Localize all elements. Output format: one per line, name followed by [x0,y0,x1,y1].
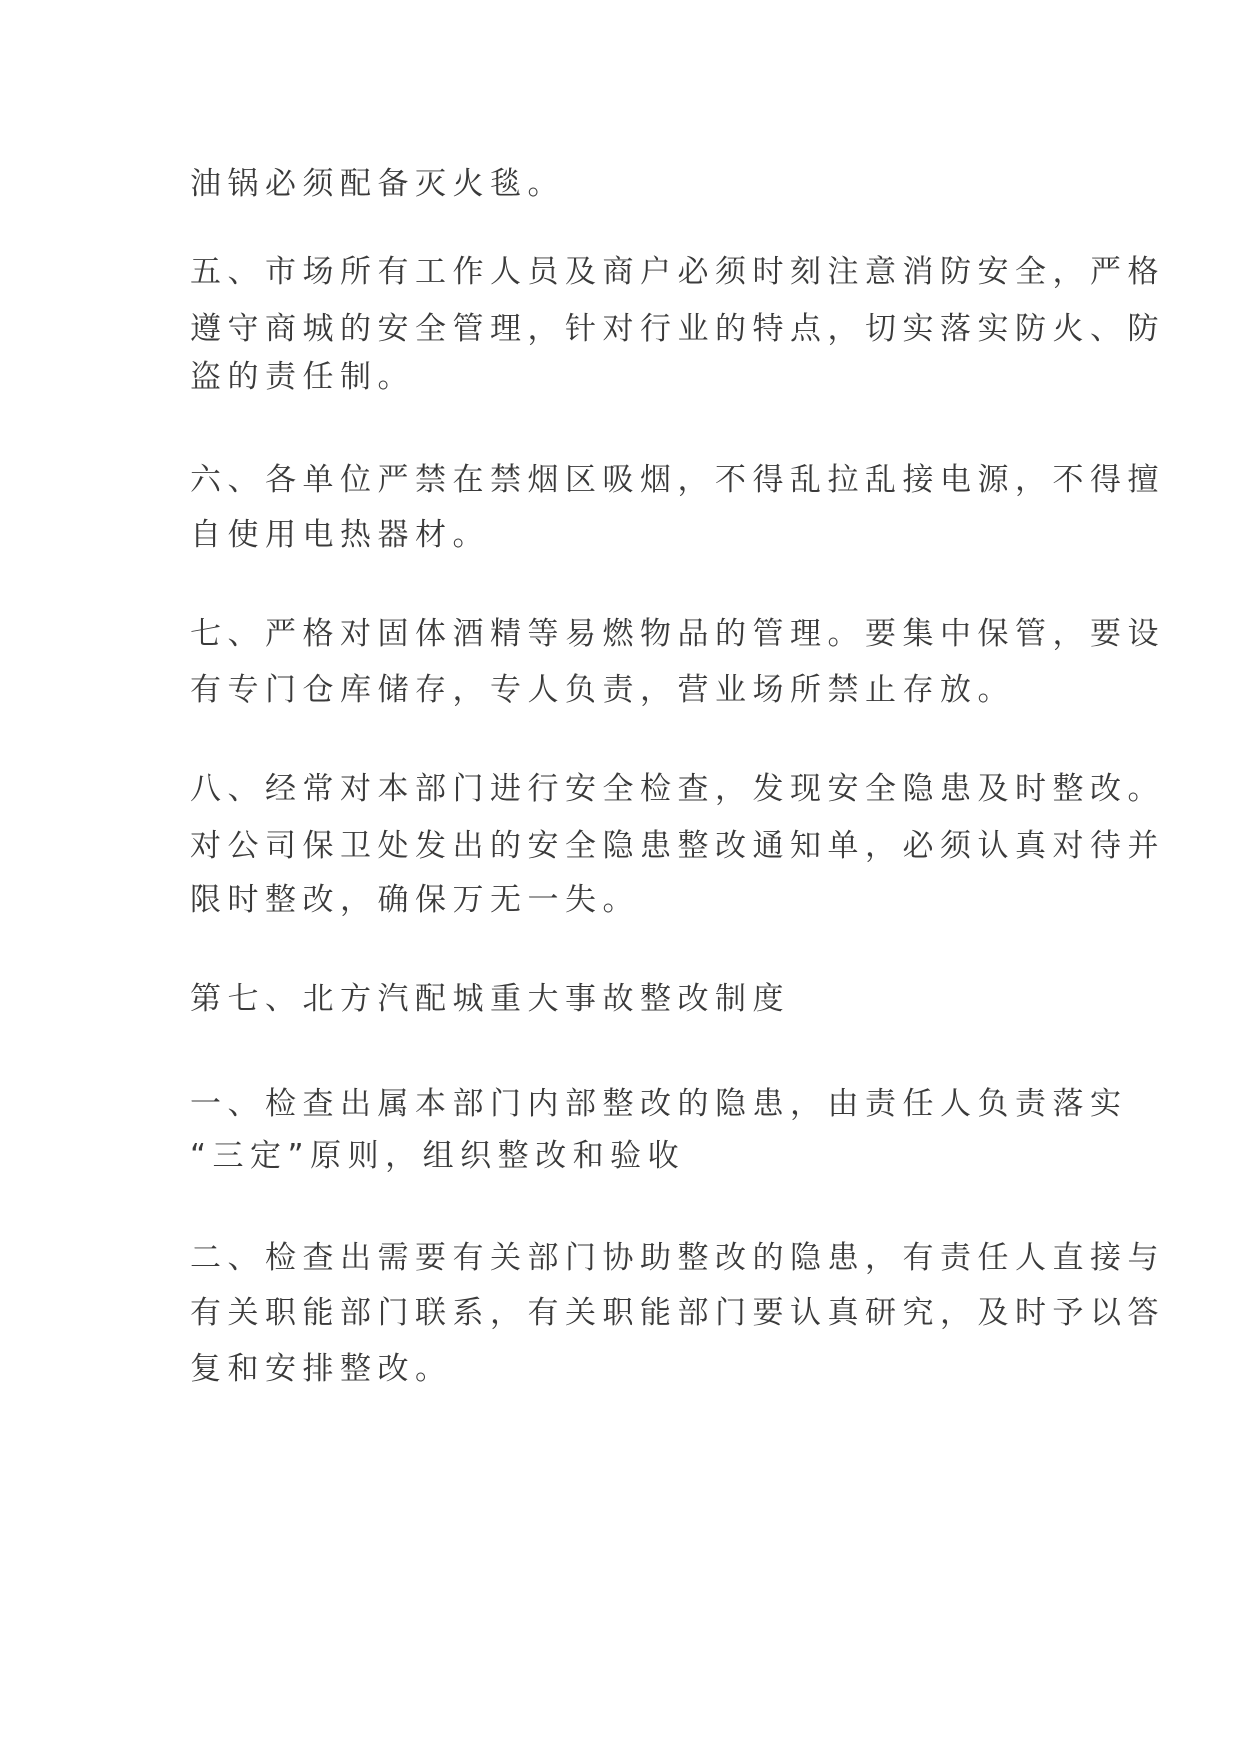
paragraph-line: 复和安排整改。 [190,1351,453,1387]
paragraph-line: 油锅必须配备灭火毯。 [190,166,565,202]
paragraph-line: 自使用电热器材。 [190,517,490,553]
paragraph-line: 八、经常对本部门进行安全检查，发现安全隐患及时整改。 [190,771,1165,807]
paragraph-line: 有关职能部门联系，有关职能部门要认真研究，及时予以答 [190,1295,1165,1331]
section-heading: 第七、北方汽配城重大事故整改制度 [190,981,790,1017]
paragraph-line: 对公司保卫处发出的安全隐患整改通知单，必须认真对待并 [190,828,1165,864]
paragraph-line: 二、检查出需要有关部门协助整改的隐患，有责任人直接与 [190,1240,1165,1276]
paragraph-line: “三定”原则，组织整改和验收 [190,1138,686,1174]
paragraph-line: 七、严格对固体酒精等易燃物品的管理。要集中保管，要设 [190,616,1165,652]
paragraph-line: 盗的责任制。 [190,359,415,395]
paragraph-line: 六、各单位严禁在禁烟区吸烟，不得乱拉乱接电源，不得擅 [190,462,1165,498]
paragraph-line: 一、检查出属本部门内部整改的隐患，由责任人负责落实 [190,1086,1128,1122]
paragraph-line: 五、市场所有工作人员及商户必须时刻注意消防安全，严格 [190,254,1165,290]
paragraph-line: 遵守商城的安全管理，针对行业的特点，切实落实防火、防 [190,311,1165,347]
paragraph-line: 有专门仓库储存，专人负责，营业场所禁止存放。 [190,672,1015,708]
paragraph-line: 限时整改，确保万无一失。 [190,882,640,918]
